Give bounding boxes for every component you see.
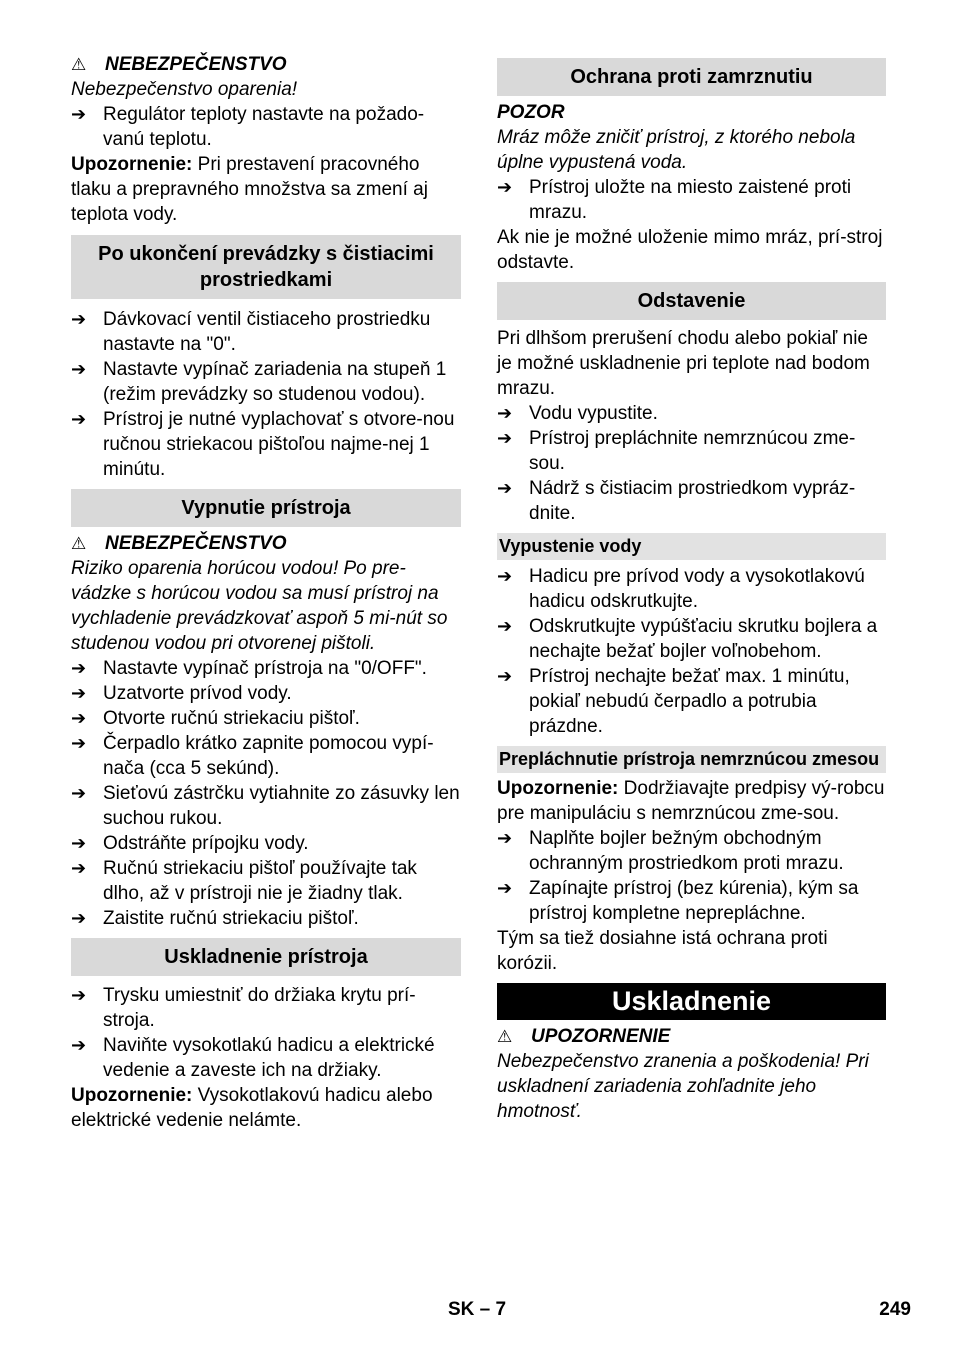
note-paragraph: Upozornenie: Vysokotlakovú hadicu alebo elektrické vedenie nelámte.: [71, 1085, 433, 1131]
list-item: ➔ Trysku umiestniť do držiaka krytu prí-stroja.: [71, 985, 416, 1031]
list-item: ➔ Prístroj nechajte bežať max. 1 minútu, pokiaľ nebudú čerpadlo a potrubia prázdne.: [497, 666, 850, 737]
section-heading-shutdown: Vypnutie prístroja: [71, 489, 461, 527]
list-item: ➔ Zaistite ručnú striekaciu pištoľ.: [71, 908, 359, 929]
arrow-right-icon: ➔: [71, 708, 87, 729]
list-item: ➔ Odstráňte prípojku vody.: [71, 833, 309, 854]
list-item: ➔ Zapínajte prístroj (bez kúrenia), kým sa prístroj kompletne neprepláchne.: [497, 878, 859, 924]
list-item: ➔ Naviňte vysokotlakú hadicu a elektrické vedenie a zaveste ich na držiaky.: [71, 1035, 435, 1081]
list-item: ➔ Nastavte vypínač prístroja na "0/OFF".: [71, 658, 427, 679]
arrow-right-icon: ➔: [71, 683, 87, 704]
antifreeze-steps: [497, 826, 886, 926]
right-column: [497, 58, 886, 1124]
page-number: 249: [879, 1299, 911, 1320]
left-column: [71, 52, 461, 1133]
arrow-right-icon: ➔: [497, 566, 513, 587]
list-item: ➔ Odskrutkujte vypúšťaciu skrutku bojlera a nechajte bežať bojler voľnobehom.: [497, 616, 878, 662]
list-item: ➔ Ručnú striekaciu pištoľ používajte tak dlho, až v prístroji nie je žiadny tlak.: [71, 858, 417, 904]
list-item: ➔ Uzatvorte prívod vody.: [71, 683, 292, 704]
caution-text: Mráz môže zničiť prístroj, z ktorého nebola úplne vypustená voda.: [497, 127, 856, 173]
arrow-right-icon: ➔: [71, 833, 87, 854]
list-item: ➔ Nastavte vypínač zariadenia na stupeň 1 (režim prevádzky so studenou vodou).: [71, 359, 447, 405]
list-item: ➔ Naplňte bojler bežným obchodným ochranným prostriedkom proti mrazu.: [497, 828, 844, 874]
arrow-right-icon: ➔: [71, 409, 87, 430]
warning-triangle-icon: ⚠: [71, 534, 87, 553]
arrow-right-icon: ➔: [497, 666, 513, 687]
list-item: ➔ Prístroj prepláchnite nemrznúcou zme-sou.: [497, 428, 856, 474]
danger-heading: ⚠ NEBEZPEČENSTVO: [71, 54, 287, 75]
chapter-heading-storage: Uskladnenie: [497, 983, 886, 1020]
section-heading-storage-device: Uskladnenie prístroja: [71, 938, 461, 976]
paragraph: Pri dlhšom prerušení chodu alebo pokiaľ nie je možné uskladnenie pri teplote nad bodom mrazu.: [497, 328, 870, 399]
list-item: ➔ Regulátor teploty nastavte na požado-vanú teplotu.: [71, 104, 425, 150]
danger-heading: ⚠ NEBEZPEČENSTVO: [71, 533, 287, 554]
detergent-steps: [71, 307, 461, 482]
section-heading-decommission: Odstavenie: [497, 282, 886, 320]
list-item: ➔ Hadicu pre prívod vody a vysokotlakovú hadicu odskrutkujte.: [497, 566, 865, 612]
note-paragraph: Upozornenie: Pri prestavení pracovného tlaku a prepravného množstva sa zmení aj teplota vody.: [71, 154, 428, 225]
arrow-right-icon: ➔: [71, 733, 87, 754]
section-heading-detergent: Po ukončení prevádzky s čistiacimi prostriedkami: [71, 235, 461, 299]
note-paragraph: Upozornenie: Dodržiavajte predpisy vý-robcu pre manipuláciu s nemrznúcou zme-sou.: [497, 778, 885, 824]
arrow-right-icon: ➔: [71, 985, 87, 1006]
danger-text: Nebezpečenstvo oparenia!: [71, 79, 298, 100]
arrow-right-icon: ➔: [497, 478, 513, 499]
arrow-right-icon: ➔: [497, 177, 513, 198]
list-item: ➔ Prístroj je nutné vyplachovať s otvore-nou ručnou striekacou pištoľou najme-nej 1 minútu.: [71, 409, 455, 480]
warning-heading: ⚠ UPOZORNENIE: [497, 1026, 671, 1047]
drain-steps: [497, 564, 886, 739]
paragraph: Tým sa tiež dosiahne istá ochrana proti korózii.: [497, 928, 828, 974]
shutdown-steps: [71, 656, 461, 931]
danger-text: Riziko oparenia horúcou vodou! Po pre-vádzke s horúcou vodou sa musí prístroj na vychladenie prevádzkovať aspoň 5 mi-nút so studenou vodou pri otvorenej pištoli.: [71, 558, 448, 654]
arrow-right-icon: ➔: [71, 359, 87, 380]
arrow-right-icon: ➔: [71, 908, 87, 929]
warning-triangle-icon: ⚠: [497, 1027, 513, 1046]
list-item: ➔ Otvorte ručnú striekaciu pištoľ.: [71, 708, 360, 729]
caution-heading: POZOR: [497, 102, 565, 123]
warning-text: Nebezpečenstvo zranenia a poškodenia! Pri uskladnení zariadenia zohľadnite jeho hmotnosť.: [497, 1051, 869, 1122]
section-heading-frost: Ochrana proti zamrznutiu: [497, 58, 886, 96]
arrow-right-icon: ➔: [497, 878, 513, 899]
arrow-right-icon: ➔: [497, 403, 513, 424]
list-item: ➔ Čerpadlo krátko zapnite pomocou vypí-nača (cca 5 sekúnd).: [71, 733, 434, 779]
arrow-right-icon: ➔: [71, 658, 87, 679]
arrow-right-icon: ➔: [497, 428, 513, 449]
decommission-steps: [497, 401, 886, 526]
arrow-right-icon: ➔: [71, 104, 87, 125]
list-item: ➔ Vodu vypustite.: [497, 403, 658, 424]
list-item: ➔ Dávkovací ventil čistiaceho prostriedku nastavte na "0".: [71, 309, 431, 355]
list-item: ➔ Prístroj uložte na miesto zaistené proti mrazu.: [497, 177, 852, 223]
arrow-right-icon: ➔: [71, 1035, 87, 1056]
arrow-right-icon: ➔: [497, 616, 513, 637]
warning-triangle-icon: ⚠: [71, 55, 87, 74]
arrow-right-icon: ➔: [71, 783, 87, 804]
arrow-right-icon: ➔: [71, 309, 87, 330]
arrow-right-icon: ➔: [497, 828, 513, 849]
subheading-antifreeze: Prepláchnutie prístroja nemrznúcou zmesou: [497, 746, 886, 773]
arrow-right-icon: ➔: [71, 858, 87, 879]
page-label: SK – 7: [447, 1299, 507, 1320]
storage-steps: [71, 983, 461, 1083]
subheading-drain-water: Vypustenie vody: [497, 533, 886, 560]
list-item: ➔ Sieťovú zástrčku vytiahnite zo zásuvky len suchou rukou.: [71, 783, 460, 829]
list-item: ➔ Nádrž s čistiacim prostriedkom vypráz-dnite.: [497, 478, 856, 524]
paragraph: Ak nie je možné uloženie mimo mráz, prí-stroj odstavte.: [497, 227, 883, 273]
